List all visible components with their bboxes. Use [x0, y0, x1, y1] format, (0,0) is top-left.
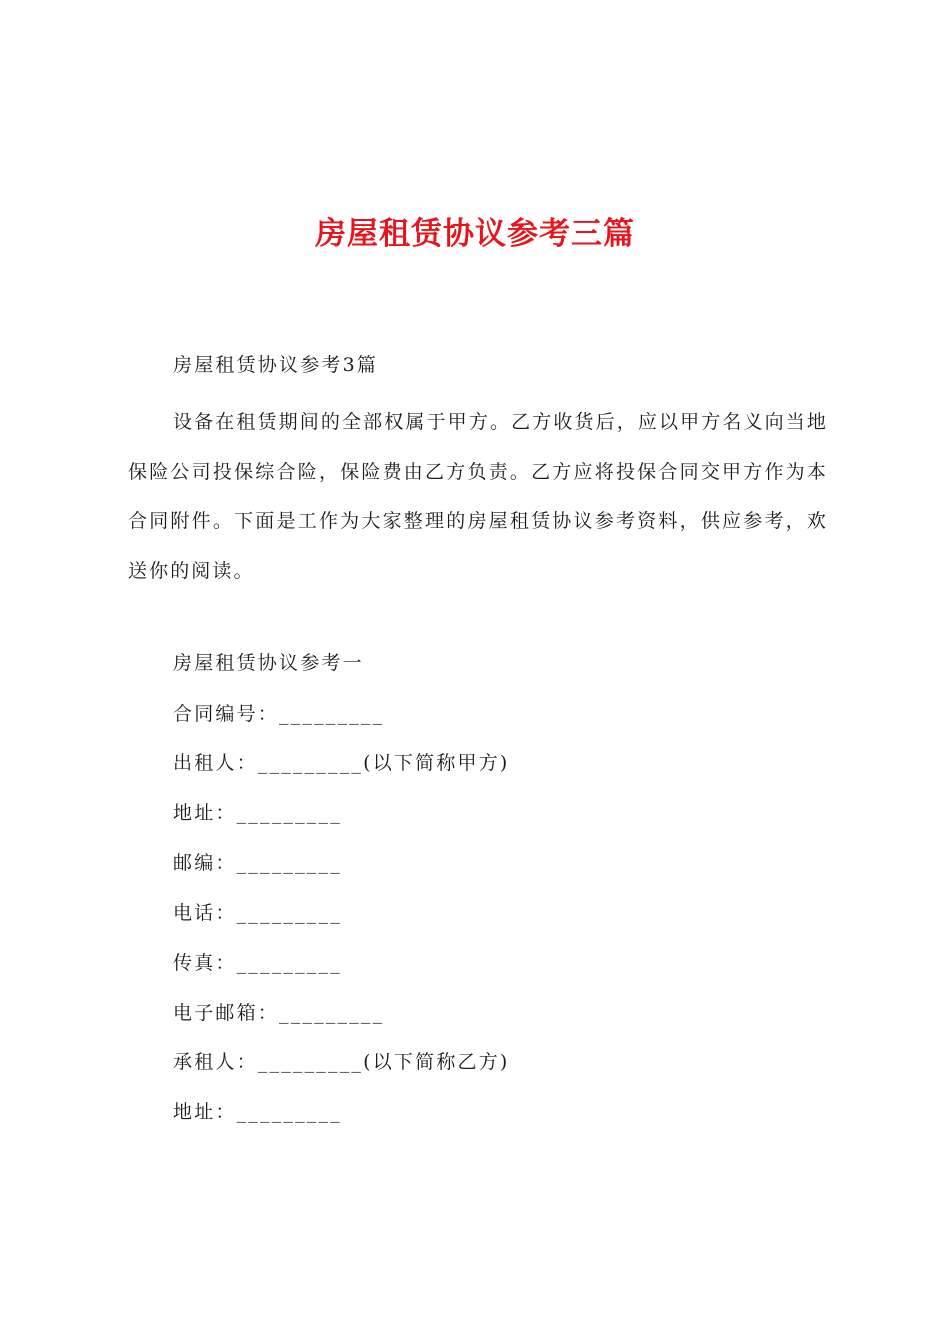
intro-paragraph: 设备在租赁期间的全部权属于甲方。乙方收货后，应以甲方名义向当地保险公司投保综合险，保险费由乙方负责。乙方应将投保合同交甲方作为本合同附件。下面是工作为大家整理的房屋租赁协议参考资料，供应参考，欢送你的阅读。: [128, 411, 828, 583]
document-title: 房屋租赁协议参考三篇: [315, 216, 635, 252]
field-lessor-phone: 电话：_________: [173, 902, 342, 924]
document-subtitle: 房屋租赁协议参考3篇: [173, 354, 379, 376]
field-lessee-address: 地址：_________: [173, 1101, 342, 1123]
field-lessor-address: 地址：_________: [173, 802, 342, 824]
field-lessor-email: 电子邮箱：_________: [173, 1002, 385, 1024]
field-lessor-fax: 传真：_________: [173, 952, 342, 974]
field-lessee: 承租人：_________(以下简称乙方): [173, 1051, 510, 1073]
field-contract-number: 合同编号：_________: [173, 703, 385, 725]
field-lessor: 出租人：_________(以下简称甲方): [173, 752, 510, 774]
field-lessor-postcode: 邮编：_________: [173, 852, 342, 874]
section-heading: 房屋租赁协议参考一: [173, 652, 364, 674]
